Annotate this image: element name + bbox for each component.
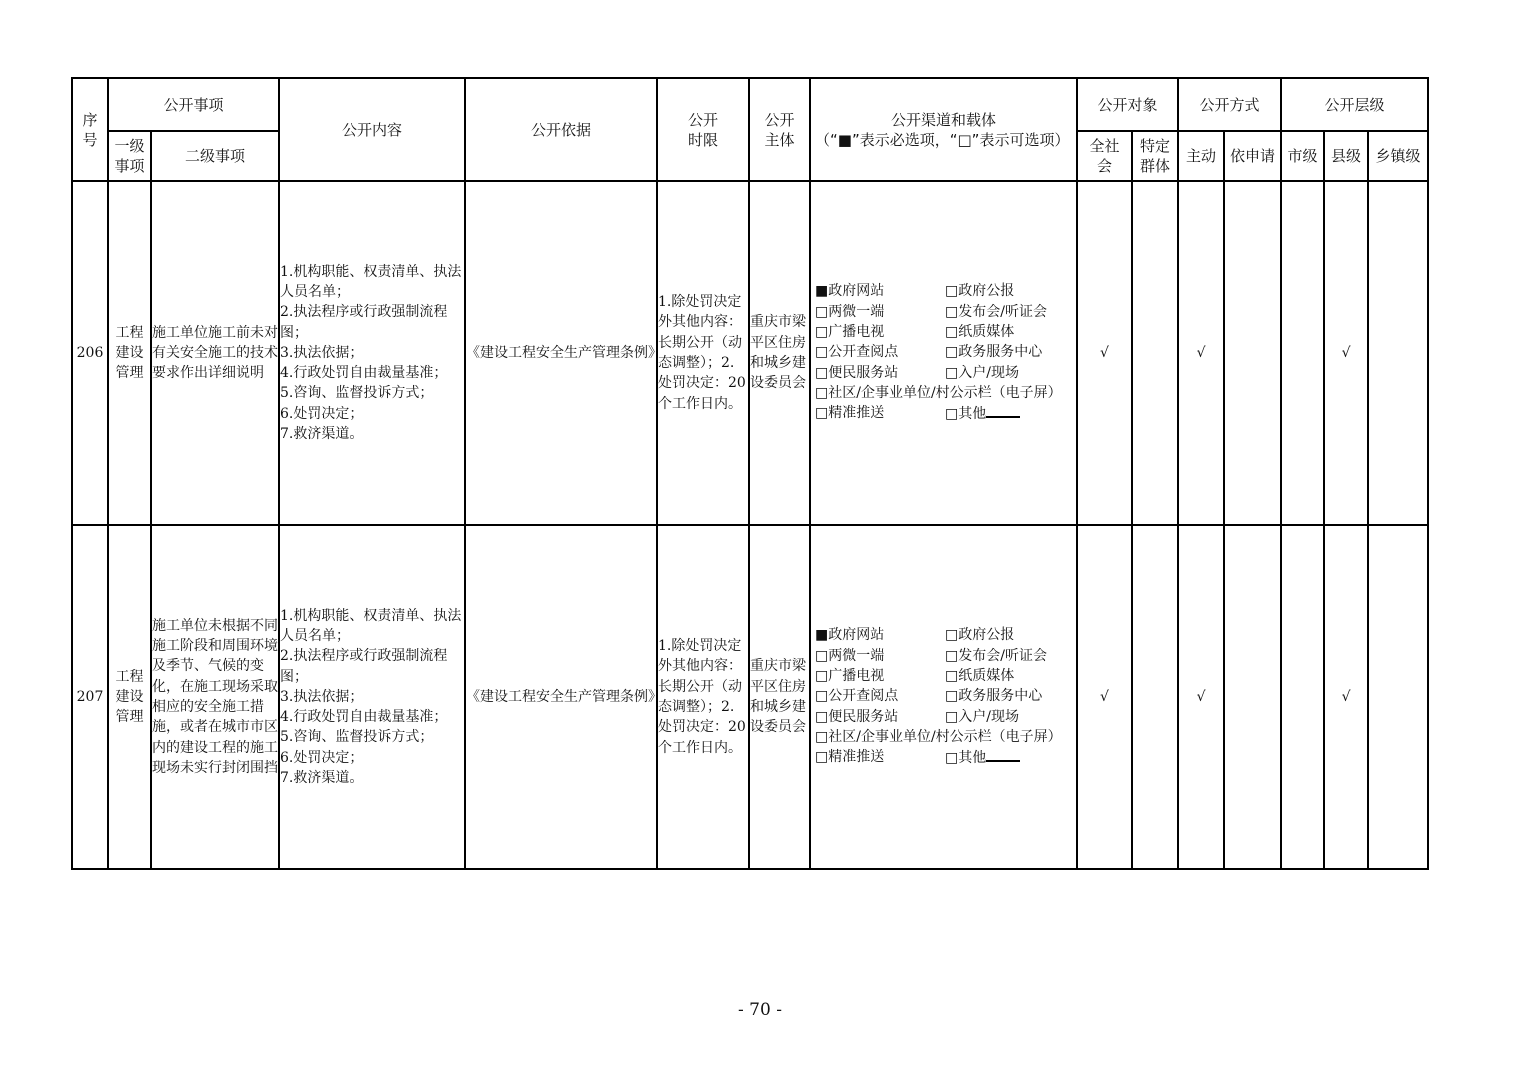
header-level1: 一级事项 [108,131,151,181]
row-method-active: √ [1178,525,1224,869]
channel-other: □其他 [945,403,1073,424]
header-level-town: 乡镇级 [1368,131,1428,181]
row-target-all: √ [1077,181,1132,525]
header-level-county: 县级 [1324,131,1368,181]
channel-service-center: □政务服务中心 [945,688,1043,705]
channel-push: □精准推送 [815,405,885,422]
header-channels-title: 公开渠道和载体 [891,110,997,129]
table-row [72,525,1428,869]
header-time-limit: 公开时限 [657,78,749,181]
row-subject: 重庆市梁平区住房和城乡建设委员会 [749,181,810,525]
channel-two-micro: □两微一端 [815,303,885,320]
row-level2: 施工单位施工前未对有关安全施工的技术要求作出详细说明 [151,181,279,525]
row-channels [810,525,1077,869]
header-target-specific: 特定群体 [1132,131,1178,181]
row-target-specific [1132,525,1178,869]
header-seq: 序号 [72,78,108,181]
header-target-all: 全社会 [1077,131,1132,181]
row-level-city [1281,525,1324,869]
row-basis: 《建设工程安全生产管理条例》 [465,181,657,525]
row-level1: 工程建设管理 [108,181,151,525]
channel-service-station: □便民服务站 [815,708,899,725]
header-level2: 二级事项 [151,131,279,181]
row-level-city [1281,181,1324,525]
table-row [72,181,1428,525]
channel-query-point: □公开查阅点 [815,344,899,361]
channel-push: □精准推送 [815,749,885,766]
channel-service-station: □便民服务站 [815,364,899,381]
disclosure-table [71,77,1429,870]
header-target: 公开对象 [1077,78,1178,131]
channel-gov-bulletin: □政府公报 [945,283,1015,300]
header-level: 公开层级 [1281,78,1428,131]
channel-gov-site: ■政府网站 [815,283,885,300]
channel-two-micro: □两微一端 [815,647,885,664]
row-basis: 《建设工程安全生产管理条例》 [465,525,657,869]
header-content: 公开内容 [279,78,465,181]
row-seq: 206 [72,181,108,525]
row-subject: 重庆市梁平区住房和城乡建设委员会 [749,525,810,869]
channel-paper: □纸质媒体 [945,324,1015,341]
other-blank-line [986,403,1020,418]
row-level-town [1368,181,1428,525]
row-time-limit: 1.除处罚决定外其他内容：长期公开（动态调整）；2.处罚决定：20个工作日内。 [657,525,749,869]
channel-onsite: □入户/现场 [945,364,1019,381]
row-method-request [1224,525,1281,869]
header-basis: 公开依据 [465,78,657,181]
row-method-active: √ [1178,181,1224,525]
row-channels [810,181,1077,525]
row-level-town [1368,525,1428,869]
row-level-county: √ [1324,525,1368,869]
channel-community: □社区/企事业单位/村公示栏（电子屏） [815,384,1062,401]
header-method: 公开方式 [1178,78,1281,131]
channel-other: □其他 [945,747,1073,768]
channel-press: □发布会/听证会 [945,647,1047,664]
row-level-county: √ [1324,181,1368,525]
row-target-all: √ [1077,525,1132,869]
channel-gov-bulletin: □政府公报 [945,627,1015,644]
channel-community: □社区/企事业单位/村公示栏（电子屏） [815,728,1062,745]
row-level1: 工程建设管理 [108,525,151,869]
row-method-request [1224,181,1281,525]
header-matters: 公开事项 [108,78,279,131]
header-method-request: 依申请 [1224,131,1281,181]
header-method-active: 主动 [1178,131,1224,181]
channel-paper: □纸质媒体 [945,668,1015,685]
row-level2: 施工单位未根据不同施工阶段和周围环境及季节、气候的变化，在施工现场采取相应的安全施工措施，或者在城市市区内的建设工程的施工现场未实行封闭围挡 [151,525,279,869]
header-channels-note: （“■”表示必选项，“□”表示可选项） [815,130,1070,149]
channel-press: □发布会/听证会 [945,303,1047,320]
header-subject: 公开主体 [749,78,810,181]
row-time-limit: 1.除处罚决定外其他内容：长期公开（动态调整）；2.处罚决定：20个工作日内。 [657,181,749,525]
header-channels [810,78,1077,181]
channel-query-point: □公开查阅点 [815,688,899,705]
channel-radio-tv: □广播电视 [815,668,885,685]
header-level-city: 市级 [1281,131,1324,181]
row-content: 1.机构职能、权责清单、执法人员名单； 2.执法程序或行政强制流程图； 3.执法依据； 4.行政处罚自由裁量基准； 5.咨询、监督投诉方式； 6.处罚决定； 7.救济渠道。 [279,181,465,525]
channel-onsite: □入户/现场 [945,708,1019,725]
row-target-specific [1132,181,1178,525]
other-blank-line [986,747,1020,762]
page-number: - 70 - [738,1000,782,1020]
row-content: 1.机构职能、权责清单、执法人员名单； 2.执法程序或行政强制流程图； 3.执法依据； 4.行政处罚自由裁量基准； 5.咨询、监督投诉方式； 6.处罚决定； 7.救济渠道。 [279,525,465,869]
channel-service-center: □政务服务中心 [945,344,1043,361]
channel-radio-tv: □广播电视 [815,324,885,341]
channel-gov-site: ■政府网站 [815,627,885,644]
row-seq: 207 [72,525,108,869]
